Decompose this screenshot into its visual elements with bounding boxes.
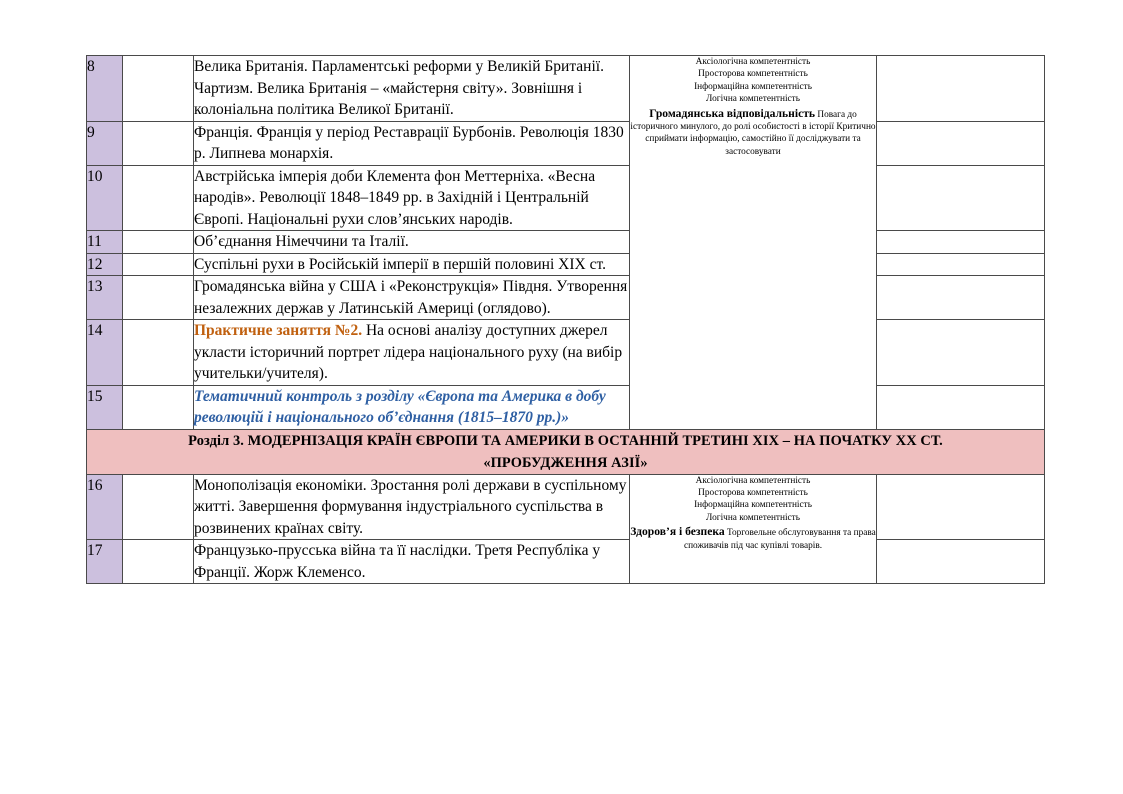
- row-topic-cell: Австрійська імперія доби Клемента фон Меттерніха. «Весна народів». Революції 1848–1849 рр. в Західній і Центральній Європі. Національні рухи слов’янських народів.: [194, 165, 630, 231]
- lesson-plan-table: [86, 55, 1045, 584]
- competency-heading: Здоров’я і безпека: [630, 525, 725, 539]
- row-number-cell: 8: [87, 56, 123, 122]
- row-note-cell: [877, 540, 1045, 584]
- row-topic-cell: Монополізація економіки. Зростання ролі держави в суспільному житті. Завершення формування індустріального суспільства в розвинених країнах світу.: [194, 474, 630, 540]
- table-row: [87, 320, 1045, 386]
- table-row: [87, 276, 1045, 320]
- row-topic-cell: Суспільні рухи в Російській імперії в першій половині ХІХ ст.: [194, 253, 630, 276]
- table-row: [87, 121, 1045, 165]
- competency-line: Інформаційна компетентність: [694, 81, 812, 92]
- row-date-cell: [123, 121, 194, 165]
- section-banner-row: [87, 429, 1045, 474]
- row-topic-cell: Велика Британія. Парламентські реформи у Великій Британії. Чартизм. Велика Британія – «майстерня світу». Зовнішня і колоніальна політика Великої Британії.: [194, 56, 630, 122]
- row-number-cell: 9: [87, 121, 123, 165]
- competency-detail: Торговельне обслуговування та права споживачів під час купівлі товарів.: [683, 528, 876, 551]
- practical-lesson-label: Практичне заняття №2.: [194, 322, 363, 339]
- row-note-cell: [877, 56, 1045, 122]
- row-note-cell: [877, 253, 1045, 276]
- lesson-plan-table-wrapper: [86, 55, 1044, 584]
- competency-cell-block-1: [630, 56, 877, 430]
- table-row: [87, 253, 1045, 276]
- competency-cell-block-2: [630, 474, 877, 584]
- row-number-cell: 10: [87, 165, 123, 231]
- section-banner-line-1: Розділ 3. МОДЕРНІЗАЦІЯ КРАЇН ЄВРОПИ ТА АМЕРИКИ В ОСТАННІЙ ТРЕТИНІ ХІХ – НА ПОЧАТКУ ХХ СТ.: [188, 432, 943, 449]
- row-topic-cell: [194, 385, 630, 429]
- row-number-cell: 15: [87, 385, 123, 429]
- table-row: [87, 56, 1045, 122]
- row-date-cell: [123, 231, 194, 254]
- table-row: [87, 474, 1045, 540]
- competency-line: Логічна компетентність: [706, 512, 800, 523]
- table-row: [87, 540, 1045, 584]
- thematic-control-text: Тематичний контроль з розділу «Європа та Америка в добу революцій і національного об’єднання (1815–1870 рр.)»: [194, 387, 606, 426]
- competency-line: Логічна компетентність: [706, 94, 800, 105]
- row-topic-cell: Громадянська війна у США і «Реконструкція» Півдня. Утворення незалежних держав у Латинській Америці (оглядово).: [194, 276, 630, 320]
- row-topic-cell: Франція. Франція у період Реставрації Бурбонів. Революція 1830 р. Липнева монархія.: [194, 121, 630, 165]
- row-number-cell: 14: [87, 320, 123, 386]
- section-banner-line-2: «ПРОБУДЖЕННЯ АЗІЇ»: [483, 454, 648, 471]
- row-date-cell: [123, 165, 194, 231]
- row-topic-cell: Об’єднання Німеччини та Італії.: [194, 231, 630, 254]
- competency-heading: Громадянська відповідальність: [649, 106, 816, 120]
- row-number-cell: 16: [87, 474, 123, 540]
- table-row: [87, 231, 1045, 254]
- row-date-cell: [123, 320, 194, 386]
- row-date-cell: [123, 474, 194, 540]
- competency-line: Просторова компетентність: [698, 487, 808, 498]
- row-number-cell: 11: [87, 231, 123, 254]
- competency-line: Просторова компетентність: [698, 69, 808, 80]
- competency-line: Інформаційна компетентність: [694, 500, 812, 511]
- row-number-cell: 13: [87, 276, 123, 320]
- table-row: [87, 165, 1045, 231]
- row-note-cell: [877, 385, 1045, 429]
- row-note-cell: [877, 276, 1045, 320]
- row-note-cell: [877, 320, 1045, 386]
- competency-line: Аксіологічна компетентність: [695, 57, 811, 67]
- row-note-cell: [877, 165, 1045, 231]
- row-date-cell: [123, 540, 194, 584]
- row-number-cell: 17: [87, 540, 123, 584]
- row-date-cell: [123, 276, 194, 320]
- competency-detail: Повага до історичного минулого, до ролі особистості в історії Критично сприймати інформацію, самостійно її досліджувати та застосовувати: [630, 109, 876, 157]
- row-date-cell: [123, 253, 194, 276]
- row-topic-cell: Французько-прусська війна та її наслідки. Третя Республіка у Франції. Жорж Клеменсо.: [194, 540, 630, 584]
- competency-line: Аксіологічна компетентність: [695, 475, 811, 486]
- table-row: [87, 385, 1045, 429]
- row-topic-text: На основі аналізу доступних джерел укласти історичний портрет лідера національного руху (на вибір учительки/учителя).: [194, 322, 623, 382]
- row-topic-cell: [194, 320, 630, 386]
- row-note-cell: [877, 231, 1045, 254]
- section-banner-cell: [87, 429, 1045, 474]
- row-note-cell: [877, 474, 1045, 540]
- row-note-cell: [877, 121, 1045, 165]
- row-date-cell: [123, 56, 194, 122]
- row-number-cell: 12: [87, 253, 123, 276]
- row-date-cell: [123, 385, 194, 429]
